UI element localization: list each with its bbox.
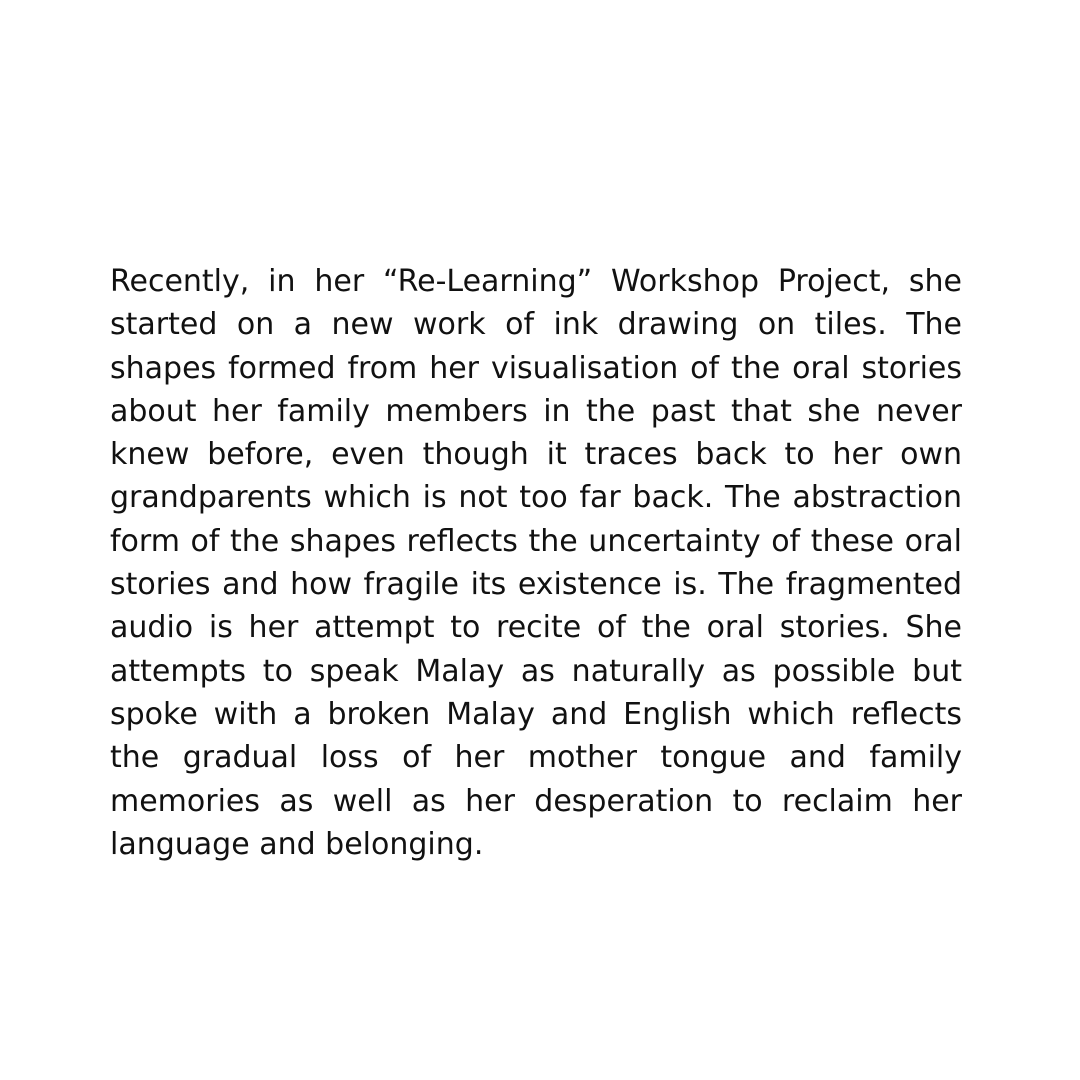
body-paragraph: Recently, in her “Re-Learning” Workshop Project, she started on a new work of ink drawing on tiles. The shapes formed from her visualisation of the oral stories about her family members in the past that she never knew before, even though it traces back to her own grandparents which is not too far back. The abstraction form of the shapes reflects the uncertainty of these oral stories and how fragile its existence is. The fragmented audio is her attempt to recite of the oral stories. She attempts to speak Malay as naturally as possible but spoke with a broken Malay and English which reflects the gradual loss of her mother tongue and family memories as well as her desperation to reclaim her language and belonging.: [110, 264, 962, 862]
